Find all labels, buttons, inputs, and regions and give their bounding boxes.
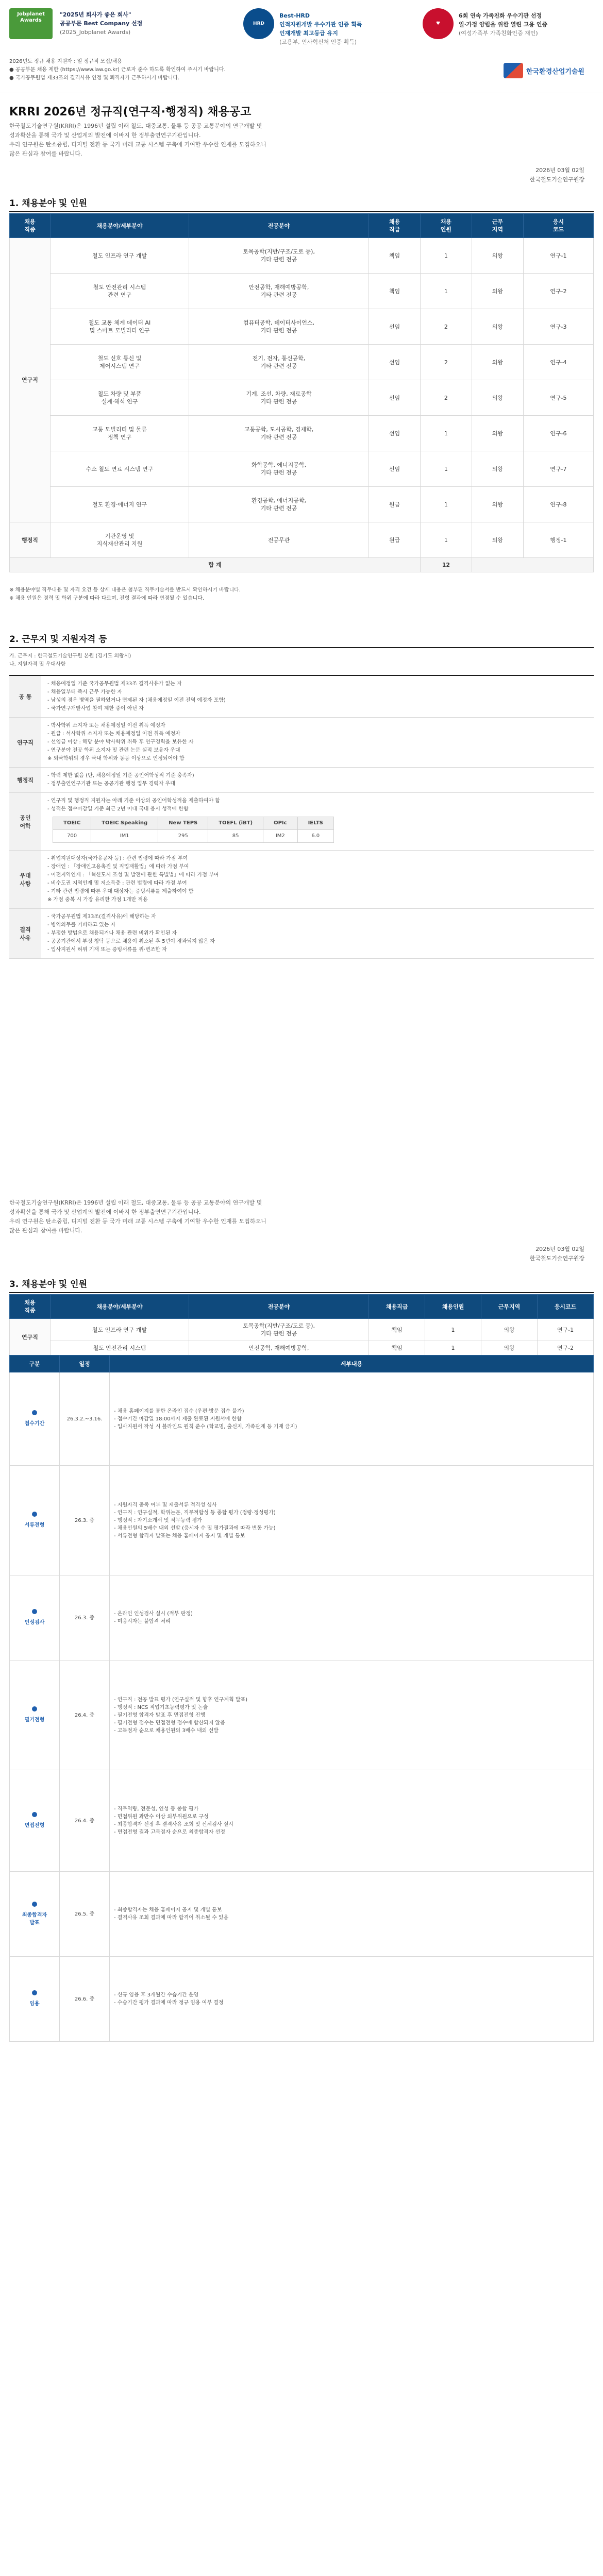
cell: 선임	[369, 451, 421, 487]
page-title: KRRI 2026년 정규직(연구직·행정직) 채용공고	[9, 106, 252, 118]
language-value: IM1	[91, 830, 158, 843]
table1-notes	[9, 586, 241, 603]
section-3-title: 3. 채용분야 및 인원	[9, 1279, 87, 1290]
schedule-detail-line: - 결격사유 조회 결과에 따라 합격이 취소될 수 있음	[114, 1915, 229, 1921]
cell: 의왕	[481, 1341, 538, 1355]
schedule-step	[10, 1466, 60, 1575]
table-row	[10, 274, 594, 309]
schedule-detail-line: - 채용인원의 5배수 내외 선발 (응시자 수 및 평가결과에 따라 변동 가능)	[114, 1525, 276, 1531]
cell: 행정-1	[523, 522, 593, 558]
note-line: ※ 채용분야별 직무내용 및 자격 요건 등 상세 내용은 첨부된 직무기술서를 반드시 확인하시기 바랍니다.	[9, 587, 241, 593]
schedule-step-label: 면접전형	[24, 1823, 45, 1828]
cell: 1	[420, 487, 472, 522]
jobplanet-badge	[9, 8, 53, 39]
table-row	[10, 522, 594, 558]
table-row	[10, 416, 594, 451]
family-friendly-emblem-icon: ♥	[423, 8, 454, 39]
award1-line2: 인적자원개발 우수기관 인증 획득	[279, 21, 362, 28]
schedule-detail-line: - 채용 홈페이지를 통한 온라인 접수 (우편·방문 접수 불가)	[114, 1408, 244, 1414]
schedule-detail	[110, 1660, 594, 1770]
cell: 1	[420, 238, 472, 274]
date-line: 2026년 03월 02일	[535, 1246, 584, 1252]
cell: 의왕	[472, 522, 523, 558]
date-line: 2026년 03월 02일	[535, 167, 584, 174]
cell: 컴퓨터공학, 데이터사이언스, 기타 관련 전공	[189, 309, 369, 345]
section-2-title: 2. 근무지 및 지원자격 등	[9, 634, 107, 645]
qualification-line: - 이전지역인재 : 「혁신도시 조성 및 발전에 관한 특별법」에 따라 가점 부여	[47, 872, 219, 878]
qualification-line: - 비수도권 지역인재 및 저소득층 : 관련 법령에 따라 가점 부여	[47, 880, 187, 886]
total-value: 12	[420, 558, 472, 572]
schedule-step	[10, 1872, 60, 1957]
col-header: 채용 직종	[10, 1295, 51, 1319]
mid-intro-line: 많은 관심과 참여를 바랍니다.	[9, 1227, 82, 1234]
award1-line3: 인재개발 최고등급 유지	[279, 30, 338, 37]
issuer-line: 한국철도기술연구원장	[529, 176, 584, 183]
award1-line1: Best-HRD	[279, 12, 310, 19]
cell: 의왕	[472, 487, 523, 522]
cell: 1	[420, 522, 472, 558]
schedule-detail-line: - 행정직 : 자기소개서 및 직무능력 평가	[114, 1517, 202, 1523]
total-label: 합 계	[10, 558, 421, 572]
qualification-row	[9, 718, 594, 768]
schedule-detail-line: - 입사지원서 작성 시 블라인드 원칙 준수 (학교명, 출신지, 가족관계 등 기재 금지)	[114, 1423, 297, 1430]
section-1-title: 1. 채용분야 및 인원	[9, 198, 87, 209]
col-header: 근무지역	[481, 1295, 538, 1319]
cell: 연구-3	[523, 309, 593, 345]
col-header: 채용 인원	[420, 214, 472, 238]
cell: 의왕	[472, 380, 523, 416]
table-row	[10, 309, 594, 345]
qualification-line: - 선임급 이상 : 해당 분야 박사학위 취득 후 연구경력을 보유한 자	[47, 739, 194, 745]
language-value-row	[53, 830, 334, 843]
schedule-detail-line: - 면접전형 결과 고득점자 순으로 최종합격자 선정	[114, 1829, 225, 1835]
qualification-line: - 국가공무원법 제33조(결격사유)에 해당하는 자	[47, 914, 156, 920]
total-empty	[472, 558, 593, 572]
family-friendly-text	[459, 11, 547, 38]
qualification-row	[9, 851, 594, 909]
table-row	[10, 238, 594, 274]
intro-paragraph	[9, 122, 401, 159]
cell: 연구-4	[523, 345, 593, 380]
section-1-divider	[9, 211, 594, 212]
schedule-date: 26.5. 중	[60, 1872, 110, 1957]
language-header: TOEIC	[53, 817, 91, 830]
table-row	[10, 451, 594, 487]
schedule-detail-line: - 온라인 인성검사 실시 (적부 판정)	[114, 1611, 193, 1617]
schedule-detail-line: - 미응시자는 불합격 처리	[114, 1619, 171, 1624]
qualification-text	[41, 676, 594, 717]
col-header: 전공분야	[189, 1295, 369, 1319]
schedule-row	[10, 1372, 594, 1466]
schedule-detail	[110, 1575, 594, 1660]
section-2-divider	[9, 647, 594, 648]
cell: 의왕	[472, 238, 523, 274]
qualification-line: - 장애인 : 「장애인고용촉진 및 직업재활법」에 따라 가점 부여	[47, 864, 189, 870]
recruitment-table	[9, 213, 594, 572]
cell: 원급	[369, 522, 421, 558]
qualification-line: - 정부출연연구기관 또는 공공기관 행정 업무 경력자 우대	[47, 781, 176, 787]
schedule-detail-line: - 직무역량, 전문성, 인성 등 종합 평가	[114, 1806, 199, 1812]
step-dot-icon	[32, 1512, 37, 1517]
table-row	[10, 1319, 594, 1341]
announcement-date	[530, 166, 584, 184]
schedule-detail-line: - 면접위원 과반수 이상 외부위원으로 구성	[114, 1814, 209, 1820]
qualification-label: 공 통	[9, 676, 41, 717]
cell: 연구-2	[523, 274, 593, 309]
cell: 철도 차량 및 부품 설계·해석 연구	[51, 380, 189, 416]
header-note-1: 2026년도 정규 채용 지원자 : 일 정규직 모집/채용	[9, 59, 122, 64]
language-value: 700	[53, 830, 91, 843]
best-hrd-emblem-icon: HRD	[243, 8, 274, 39]
cell: 안전공학, 재해예방공학, 기타 관련 전공	[189, 274, 369, 309]
step-dot-icon	[32, 1410, 37, 1415]
qualification-text	[41, 909, 594, 958]
intro-line: 한국철도기술연구원(KRRI)은 1996년 설립 이래 철도, 대중교통, 물류 등 공공 교통분야의 연구개발 및	[9, 123, 262, 129]
schedule-row	[10, 1957, 594, 2042]
cell: 철도 신호 통신 및 제어시스템 연구	[51, 345, 189, 380]
qualification-line: - 채용예정일 기준 국가공무원법 제33조 결격사유가 없는 자	[47, 681, 182, 687]
col-header: 근무 지역	[472, 214, 523, 238]
schedule-detail-line: - 지원자격 충족 여부 및 제출서류 적격성 심사	[114, 1502, 217, 1508]
qualification-line: - 연구직 및 행정직 지원자는 아래 기준 이상의 공인어학성적을 제출하여야 함	[47, 798, 220, 804]
cell: 철도 환경·에너지 연구	[51, 487, 189, 522]
best-hrd-text	[279, 11, 362, 46]
language-header: TOEIC Speaking	[91, 817, 158, 830]
logo-text: 한국환경산업기술원	[526, 67, 584, 76]
award2-line1: 6회 연속 가족친화 우수기관 선정	[459, 12, 542, 19]
language-header: New TEPS	[158, 817, 208, 830]
qualification-row	[9, 768, 594, 793]
language-value: 6.0	[297, 830, 333, 843]
award2-line2: 일·가정 양립을 위한 열린 고용 인증	[459, 21, 548, 28]
table-row	[10, 487, 594, 522]
award1-line4: (고용부, 인사혁신처 인증 획득)	[279, 39, 357, 45]
qualification-line: - 원급 : 석사학위 소지자 또는 채용예정일 이전 취득 예정자	[47, 731, 180, 737]
mid-intro-line: 성과확산을 통해 국가 및 산업계의 발전에 이바지 한 정부출연연구기관입니다.	[9, 1209, 201, 1215]
cell: 2	[420, 309, 472, 345]
schedule-detail-line: - 접수기간 마감일 18:00까지 제출 완료된 지원서에 한함	[114, 1416, 242, 1422]
mid-announcement-date	[530, 1245, 584, 1263]
schedule-detail-line: - 신규 임용 후 3개월간 수습기간 운영	[114, 1992, 199, 1998]
schedule-step	[10, 1957, 60, 2042]
issuer-line: 한국철도기술연구원장	[529, 1255, 584, 1262]
step-dot-icon	[32, 1812, 37, 1817]
qualification-line: - 부정한 방법으로 채용되거나 채용 관련 비위가 확인된 자	[47, 930, 177, 936]
award0-line3: 공공부문 Best Company 선정	[60, 20, 143, 27]
cell: 연구-6	[523, 416, 593, 451]
intro-line: 우리 연구원은 탄소중립, 디지털 전환 등 국가 미래 교통 시스템 구축에 기여할 우수한 인재를 모집하오니	[9, 141, 266, 148]
award-family-friendly	[423, 8, 593, 53]
note-line: ※ 채용 인원은 경력 및 학위 구분에 따라 다르며, 전형 결과에 따라 변경될 수 있습니다.	[9, 596, 205, 601]
qualification-line: - 공공기관에서 부정 청탁 등으로 채용이 취소된 후 5년이 경과되지 않은 자	[47, 939, 215, 944]
cell-job-type: 연구직	[10, 238, 51, 522]
cell: 철도 교통 체계 데이터 AI 및 스마트 모빌리티 연구	[51, 309, 189, 345]
schedule-step-label: 인성검사	[24, 1620, 45, 1625]
col-header: 세부내용	[110, 1355, 594, 1372]
mid-intro-line: 우리 연구원은 탄소중립, 디지털 전환 등 국가 미래 교통 시스템 구축에 기여할 우수한 인재를 모집하오니	[9, 1218, 266, 1225]
col-header: 전공분야	[189, 214, 369, 238]
cell: 토목공학(지반/구조/도로 등), 기타 관련 전공	[189, 238, 369, 274]
schedule-detail-line: - 필기전형 점수는 면접전형 점수에 합산되지 않음	[114, 1720, 225, 1726]
cell: 2	[420, 380, 472, 416]
col-header: 응시 코드	[523, 214, 593, 238]
award0-line4: (2025_Jobplanet Awards)	[60, 29, 131, 36]
cell: 의왕	[472, 345, 523, 380]
language-value: IM2	[263, 830, 297, 843]
cell: 의왕	[472, 451, 523, 487]
cell: 책임	[369, 238, 421, 274]
language-header: TOEFL (iBT)	[208, 817, 263, 830]
cell: 수소 철도 연료 시스템 연구	[51, 451, 189, 487]
cell: 선임	[369, 345, 421, 380]
header-note-3: ● 국가공무원법 제33조의 결격사유 인정 및 퇴직자가 근무하시기 바랍니다.	[9, 75, 180, 81]
schedule-detail-line: - 최종합격자는 채용 홈페이지 공지 및 개별 통보	[114, 1907, 222, 1913]
schedule-step	[10, 1770, 60, 1872]
schedule-detail	[110, 1770, 594, 1872]
schedule-step-label: 임용	[29, 2001, 40, 2007]
recruitment-table-2	[9, 1294, 594, 1355]
cell: 책임	[369, 274, 421, 309]
cell: 1	[420, 274, 472, 309]
cell: 의왕	[481, 1319, 538, 1341]
qualification-row	[9, 909, 594, 959]
qualification-table	[9, 675, 594, 959]
header-notes	[9, 58, 226, 82]
cell: 교통 모빌리티 및 물류 정책 연구	[51, 416, 189, 451]
schedule-row	[10, 1770, 594, 1872]
intro-line: 많은 관심과 참여를 바랍니다.	[9, 150, 82, 157]
krri-logo	[504, 63, 584, 78]
schedule-date: 26.4. 중	[60, 1660, 110, 1770]
schedule-step	[10, 1575, 60, 1660]
col-header: 채용 직급	[369, 214, 421, 238]
schedule-detail	[110, 1372, 594, 1466]
cell: 토목공학(지반/구조/도로 등), 기타 관련 전공	[189, 1319, 369, 1341]
qualification-text	[41, 768, 594, 792]
cell: 교통공학, 도시공학, 경제학, 기타 관련 전공	[189, 416, 369, 451]
col-header: 일정	[60, 1355, 110, 1372]
language-header-row	[53, 817, 334, 830]
schedule-row	[10, 1466, 594, 1575]
cell: 1	[425, 1341, 481, 1355]
language-header: IELTS	[297, 817, 333, 830]
col-header: 채용분야/세부분야	[51, 1295, 189, 1319]
krri-logo-icon	[504, 63, 523, 78]
cell: 연구-5	[523, 380, 593, 416]
cell: 환경공학, 에너지공학, 기타 관련 전공	[189, 487, 369, 522]
step-dot-icon	[32, 1990, 37, 1995]
qualification-line: - 입사지원서 허위 기재 또는 증빙서류를 위·변조한 자	[47, 947, 167, 953]
language-value: 85	[208, 830, 263, 843]
step-dot-icon	[32, 1706, 37, 1711]
cell: 1	[420, 451, 472, 487]
qualification-label: 우대 사항	[9, 851, 41, 908]
schedule-step	[10, 1660, 60, 1770]
table-row	[10, 345, 594, 380]
qualification-line: - 기타 관련 법령에 따른 우대 대상자는 증빙서류를 제출하여야 함	[47, 889, 194, 894]
cell: 기계, 조선, 차량, 재료공학 기타 관련 전공	[189, 380, 369, 416]
schedule-detail	[110, 1466, 594, 1575]
table-row	[10, 1341, 594, 1355]
col-header: 채용분야/세부분야	[51, 214, 189, 238]
cell: 선임	[369, 380, 421, 416]
intro-line: 성과확산을 통해 국가 및 산업계의 발전에 이바지 한 정부출연연구기관입니다.	[9, 132, 201, 139]
schedule-row	[10, 1872, 594, 1957]
schedule-detail-line: - 연구직 : 전공 발표 평가 (연구실적 및 향후 연구계획 발표)	[114, 1697, 248, 1703]
col-header: 응시코드	[538, 1295, 594, 1319]
language-value: 295	[158, 830, 208, 843]
qualification-line: ※ 외국학위의 경우 국내 학위와 동등 이상으로 인정되어야 함	[47, 756, 185, 761]
schedule-detail	[110, 1872, 594, 1957]
cell: 철도 안전관리 시스템	[51, 1341, 189, 1355]
cell: 철도 인프라 연구 개발	[51, 238, 189, 274]
qualification-line: - 병역의무를 기피하고 있는 자	[47, 922, 116, 928]
cell: 1	[420, 416, 472, 451]
header	[0, 0, 603, 93]
jobplanet-badge-label: Jobplanet Awards	[17, 11, 45, 23]
schedule-table	[9, 1355, 594, 2042]
table-row	[10, 380, 594, 416]
schedule-date: 26.4. 중	[60, 1770, 110, 1872]
cell: 연구직	[10, 1319, 51, 1355]
qualification-label: 연구직	[9, 718, 41, 767]
qualification-text	[41, 793, 594, 850]
cell: 2	[420, 345, 472, 380]
schedule-step	[10, 1372, 60, 1466]
section-2-sub: 가. 근무지 : 한국철도기술연구원 본원 (경기도 의왕시) 나. 지원자격 및 우대사항	[9, 653, 131, 667]
qualification-line: - 채용일부터 즉시 근무 가능한 자	[47, 689, 123, 695]
schedule-step-label: 서류전형	[24, 1522, 45, 1528]
award0-line2: "2025년 회사가 좋은 회사"	[60, 11, 131, 18]
qualification-label: 공인 어학	[9, 793, 41, 850]
jobplanet-award-text	[60, 10, 142, 37]
recruitment-table-header	[10, 214, 594, 238]
qualification-line: - 취업지원대상자(국가유공자 등) : 관련 법령에 따라 가점 부여	[47, 856, 188, 861]
cell: 화학공학, 에너지공학, 기타 관련 전공	[189, 451, 369, 487]
cell-job-type: 행정직	[10, 522, 51, 558]
qualification-line: - 남성의 경우 병역을 필하였거나 면제된 자 (채용예정일 이전 전역 예정자 포함)	[47, 698, 226, 703]
cell: 의왕	[472, 309, 523, 345]
col-header: 채용 직종	[10, 214, 51, 238]
qualification-line: - 국가연구개발사업 참여 제한 중이 아닌 자	[47, 706, 144, 711]
schedule-detail-line: - 수습기간 평가 결과에 따라 정규 임용 여부 결정	[114, 2000, 224, 2006]
cell: 철도 안전관리 시스템 관련 연구	[51, 274, 189, 309]
schedule-detail	[110, 1957, 594, 2042]
cell: 원급	[369, 487, 421, 522]
qualification-row	[9, 793, 594, 851]
schedule-step-label: 접수기간	[24, 1421, 45, 1427]
schedule-detail-line: - 행정직 : NCS 직업기초능력평가 및 논술	[114, 1704, 208, 1710]
cell: 의왕	[472, 274, 523, 309]
total-row	[10, 558, 594, 572]
schedule-detail-line: - 고득점자 순으로 채용인원의 3배수 내외 선발	[114, 1727, 219, 1734]
cell: 철도 인프라 연구 개발	[51, 1319, 189, 1341]
schedule-detail-line: - 연구직 : 연구실적, 학위논문, 직무적합성 등 종합 평가 (정량·정성평가)	[114, 1510, 276, 1516]
cell: 선임	[369, 416, 421, 451]
qualification-line: - 학력 제한 없음 (단, 채용예정일 기준 공인어학성적 기준 충족자)	[47, 773, 194, 778]
col-header: 구분	[10, 1355, 60, 1372]
cell: 책임	[369, 1319, 425, 1341]
cell: 연구-1	[538, 1319, 594, 1341]
language-score-table	[53, 817, 334, 843]
cell: 1	[425, 1319, 481, 1341]
cell: 전기, 전자, 통신공학, 기타 관련 전공	[189, 345, 369, 380]
qualification-line: - 연구분야 전공 학위 소지자 및 관련 논문 실적 보유자 우대	[47, 748, 180, 753]
schedule-table-header	[10, 1355, 594, 1372]
qualification-line: ※ 가점 중복 시 가장 유리한 가점 1개만 적용	[47, 897, 148, 903]
cell: 책임	[369, 1341, 425, 1355]
cell: 연구-7	[523, 451, 593, 487]
cell: 선임	[369, 309, 421, 345]
qualification-row	[9, 676, 594, 718]
cell: 안전공학, 재해예방공학,	[189, 1341, 369, 1355]
cell: 연구-8	[523, 487, 593, 522]
col-header: 채용인원	[425, 1295, 481, 1319]
schedule-date: 26.3. 중	[60, 1575, 110, 1660]
cell: 전공무관	[189, 522, 369, 558]
col-header: 채용직급	[369, 1295, 425, 1319]
schedule-step-label: 최종합격자 발표	[22, 1912, 47, 1926]
mid-intro-line: 한국철도기술연구원(KRRI)은 1996년 설립 이래 철도, 대중교통, 물류 등 공공 교통분야의 연구개발 및	[9, 1199, 262, 1206]
language-header: OPIc	[263, 817, 297, 830]
qualification-text	[41, 851, 594, 908]
qualification-label: 결격 사유	[9, 909, 41, 958]
schedule-date: 26.3. 중	[60, 1466, 110, 1575]
schedule-detail-line: - 서류전형 합격자 발표는 채용 홈페이지 공지 및 개별 통보	[114, 1533, 245, 1539]
recruitment-table-2-header	[10, 1295, 594, 1319]
schedule-detail-line: - 필기전형 합격자 발표 후 면접전형 진행	[114, 1712, 206, 1718]
cell: 연구-2	[538, 1341, 594, 1355]
cell: 기관운영 및 지식재산관리 지원	[51, 522, 189, 558]
schedule-step-label: 필기전형	[24, 1717, 45, 1723]
qualification-label: 행정직	[9, 768, 41, 792]
step-dot-icon	[32, 1609, 37, 1614]
section-3-divider	[9, 1292, 594, 1293]
step-dot-icon	[32, 1902, 37, 1907]
mid-intro-paragraph	[9, 1198, 401, 1235]
header-note-2: ● 공공부문 채용 제한 (https://www.law.go.kr) 근로자 준수 하도록 확인하여 주시기 바랍니다.	[9, 67, 226, 73]
qualification-line: - 성적은 접수마감일 기준 최근 2년 이내 국내 응시 성적에 한함	[47, 806, 189, 812]
qualification-text	[41, 718, 594, 767]
schedule-detail-line: - 최종합격자 선정 후 결격사유 조회 및 신체검사 실시	[114, 1822, 233, 1827]
schedule-date: 26.3.2.~3.16.	[60, 1372, 110, 1466]
cell: 의왕	[472, 416, 523, 451]
cell: 연구-1	[523, 238, 593, 274]
schedule-date: 26.6. 중	[60, 1957, 110, 2042]
qualification-line: - 박사학위 소지자 또는 채용예정일 이전 취득 예정자	[47, 723, 165, 728]
schedule-row	[10, 1575, 594, 1660]
schedule-row	[10, 1660, 594, 1770]
award2-line3: (여성가족부 가족친화인증 재인)	[459, 30, 538, 37]
